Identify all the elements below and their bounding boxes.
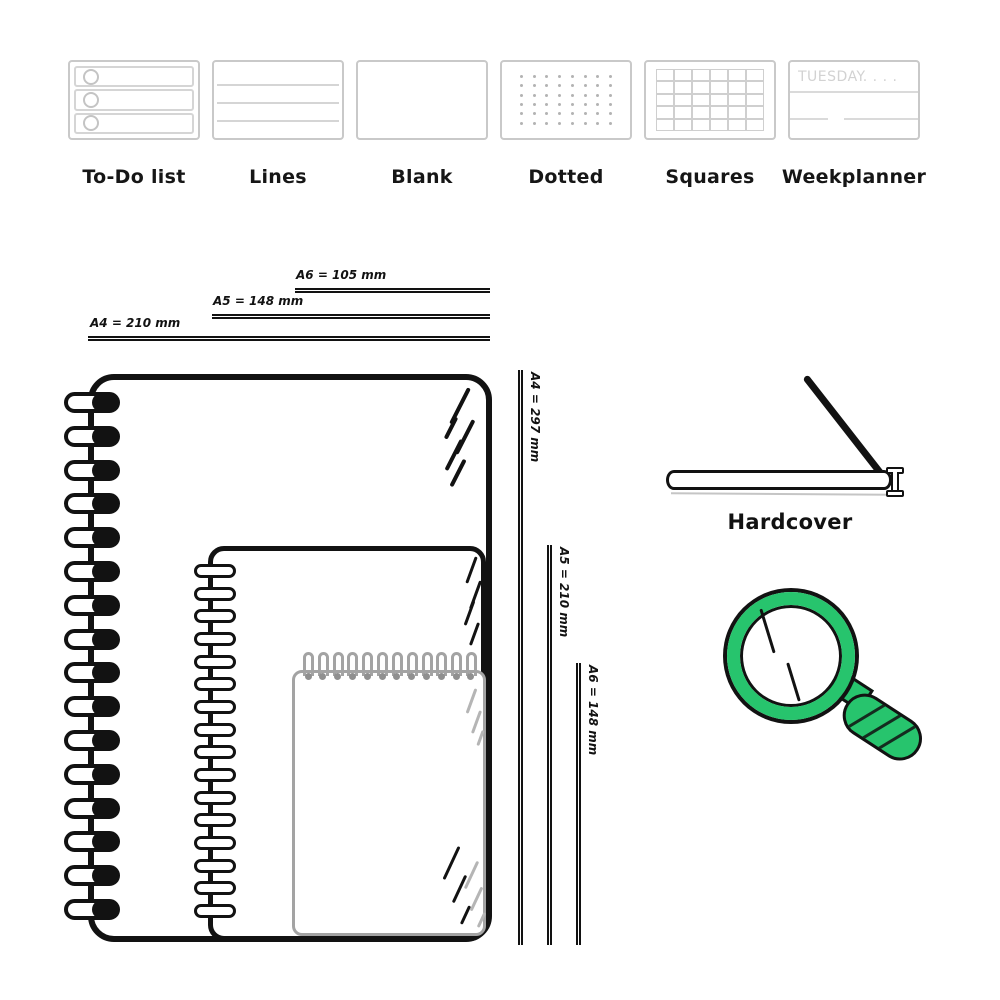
dot xyxy=(584,75,587,78)
a6-loop xyxy=(451,652,462,676)
a6-loop xyxy=(362,652,373,676)
sq xyxy=(656,69,674,81)
card-lines[interactable] xyxy=(212,60,344,140)
dot xyxy=(571,112,574,115)
width-line-a6 xyxy=(295,288,490,293)
a4-ring xyxy=(64,730,120,751)
dot xyxy=(520,103,523,106)
dot xyxy=(609,122,612,125)
width-label-a4: A4 = 210 mm xyxy=(90,316,181,330)
option-label: Lines xyxy=(249,166,307,188)
dot xyxy=(545,103,548,106)
dot xyxy=(558,75,561,78)
sq xyxy=(674,69,692,81)
sq xyxy=(692,106,710,118)
sq xyxy=(692,69,710,81)
lines-row xyxy=(217,122,339,138)
sq xyxy=(728,81,746,93)
a5-ring xyxy=(194,564,236,578)
option-dotted xyxy=(500,60,632,188)
a4-ring xyxy=(64,426,120,447)
weekplanner-line xyxy=(790,91,918,93)
sq xyxy=(746,106,764,118)
sq xyxy=(728,119,746,131)
height-line-a6 xyxy=(576,663,581,945)
dot xyxy=(609,94,612,97)
dot xyxy=(584,84,587,87)
a5-rings xyxy=(194,564,236,918)
dot xyxy=(520,122,523,125)
height-line-a5 xyxy=(547,545,552,945)
card-weekplanner[interactable] xyxy=(788,60,920,140)
dot xyxy=(533,75,536,78)
dot xyxy=(545,94,548,97)
dot xyxy=(584,112,587,115)
dot xyxy=(596,103,599,106)
a4-rings xyxy=(64,392,120,920)
dot xyxy=(520,94,523,97)
a5-ring xyxy=(194,768,236,782)
a6-loop xyxy=(422,652,433,676)
a6-loops xyxy=(303,652,477,676)
dot xyxy=(571,75,574,78)
option-blank xyxy=(356,60,488,188)
a4-ring xyxy=(64,561,120,582)
a5-ring xyxy=(194,836,236,850)
dot xyxy=(584,103,587,106)
a5-ring xyxy=(194,904,236,918)
a4-ring xyxy=(64,696,120,717)
sq xyxy=(674,106,692,118)
weekplanner-day-text: TUESDAY. . . . xyxy=(798,69,898,85)
width-line-a4 xyxy=(88,336,490,341)
a4-ring xyxy=(64,899,120,920)
a4-ring xyxy=(64,595,120,616)
dot xyxy=(609,112,612,115)
width-label-a6: A6 = 105 mm xyxy=(296,268,387,282)
sq xyxy=(656,106,674,118)
a4-ring xyxy=(64,629,120,650)
a6-loop xyxy=(333,652,344,676)
a5-ring xyxy=(194,859,236,873)
a4-ring xyxy=(64,662,120,683)
sq xyxy=(656,119,674,131)
dot xyxy=(545,122,548,125)
a4-ring xyxy=(64,865,120,886)
sq xyxy=(656,81,674,93)
a6-loop xyxy=(392,652,403,676)
a5-ring xyxy=(194,745,236,759)
width-label-a5: A5 = 148 mm xyxy=(213,294,304,308)
height-line-a4 xyxy=(518,370,523,945)
card-todo[interactable] xyxy=(68,60,200,140)
a5-ring xyxy=(194,813,236,827)
a5-ring xyxy=(194,587,236,601)
weekplanner-line xyxy=(790,118,828,120)
sq xyxy=(656,94,674,106)
a5-ring xyxy=(194,677,236,691)
todo-row xyxy=(74,113,194,134)
dot xyxy=(558,94,561,97)
dot xyxy=(558,122,561,125)
a4-ring xyxy=(64,527,120,548)
dot xyxy=(520,84,523,87)
a4-ring xyxy=(64,493,120,514)
a4-ring xyxy=(64,392,120,413)
dot xyxy=(533,94,536,97)
dot xyxy=(596,122,599,125)
option-squares xyxy=(644,60,776,188)
dot xyxy=(545,84,548,87)
hardcover-pages-stem xyxy=(891,472,899,492)
dot xyxy=(584,122,587,125)
height-label-a5: A5 = 210 mm xyxy=(557,547,571,638)
a5-ring xyxy=(194,700,236,714)
sq xyxy=(674,119,692,131)
a5-ring xyxy=(194,723,236,737)
a5-ring xyxy=(194,791,236,805)
square-grid[interactable] xyxy=(644,60,776,140)
a6-loop xyxy=(466,652,477,676)
a5-ring xyxy=(194,655,236,669)
sq xyxy=(692,81,710,93)
height-label-a4: A4 = 297 mm xyxy=(528,372,542,463)
option-todo xyxy=(68,60,200,188)
sq xyxy=(710,106,728,118)
sq xyxy=(710,119,728,131)
todo-row xyxy=(74,66,194,87)
dot xyxy=(571,94,574,97)
a6-loop xyxy=(377,652,388,676)
a4-ring xyxy=(64,798,120,819)
sq xyxy=(674,94,692,106)
dot xyxy=(571,103,574,106)
option-label: Dotted xyxy=(528,166,604,188)
option-weekplanner xyxy=(781,60,927,188)
dot xyxy=(545,75,548,78)
hardcover-pages-icon xyxy=(886,467,904,497)
dot xyxy=(533,103,536,106)
a5-ring xyxy=(194,609,236,623)
sq xyxy=(692,94,710,106)
height-label-a6: A6 = 148 mm xyxy=(586,665,600,756)
sq xyxy=(674,81,692,93)
sq xyxy=(746,69,764,81)
dot xyxy=(596,75,599,78)
dot xyxy=(609,84,612,87)
dot xyxy=(533,84,536,87)
dot xyxy=(533,112,536,115)
weekplanner-line xyxy=(844,118,918,120)
a6-loop xyxy=(318,652,329,676)
sq xyxy=(746,81,764,93)
sq xyxy=(710,81,728,93)
dot xyxy=(520,75,523,78)
sq xyxy=(728,94,746,106)
sq xyxy=(692,119,710,131)
dot-grid[interactable] xyxy=(500,60,632,140)
dot xyxy=(571,84,574,87)
sq xyxy=(746,94,764,106)
dot xyxy=(609,75,612,78)
dot xyxy=(609,103,612,106)
dot xyxy=(571,122,574,125)
sq xyxy=(728,106,746,118)
dot xyxy=(520,112,523,115)
a5-ring xyxy=(194,632,236,646)
sq xyxy=(710,94,728,106)
card-blank[interactable] xyxy=(356,60,488,140)
option-label: To-Do list xyxy=(82,166,186,188)
dot xyxy=(545,112,548,115)
dot xyxy=(596,84,599,87)
a5-ring xyxy=(194,881,236,895)
magnifier-ring xyxy=(727,592,855,720)
hardcover-pages-bottom xyxy=(886,490,904,497)
sq xyxy=(746,119,764,131)
width-line-a5 xyxy=(212,314,490,319)
sq xyxy=(710,69,728,81)
dot xyxy=(584,94,587,97)
option-label: Squares xyxy=(665,166,755,188)
lines-row xyxy=(217,104,339,122)
dot xyxy=(558,112,561,115)
lines-row xyxy=(217,62,339,86)
todo-row xyxy=(74,89,194,110)
option-label: Blank xyxy=(391,166,453,188)
dot xyxy=(533,122,536,125)
hardcover-base xyxy=(666,470,892,490)
a6-loop xyxy=(303,652,314,676)
a6-loop xyxy=(347,652,358,676)
hardcover-open-lid xyxy=(802,374,886,479)
lines-row xyxy=(217,86,339,104)
a4-ring xyxy=(64,460,120,481)
dot xyxy=(558,84,561,87)
option-lines xyxy=(212,60,344,188)
dot xyxy=(596,94,599,97)
a6-loop xyxy=(436,652,447,676)
dot xyxy=(558,103,561,106)
sq xyxy=(728,69,746,81)
a6-loop xyxy=(407,652,418,676)
a4-ring xyxy=(64,831,120,852)
dot xyxy=(596,112,599,115)
option-label: Weekplanner xyxy=(781,166,927,188)
hardcover-label: Hardcover xyxy=(727,510,853,534)
a4-ring xyxy=(64,764,120,785)
